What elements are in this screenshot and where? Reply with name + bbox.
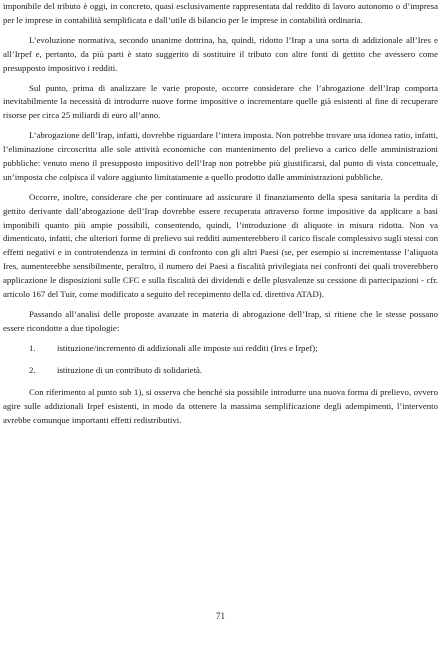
body-text xyxy=(3,0,438,434)
list-item-text: istituzione/incremento di addizionali alle imposte sui redditi (Ires e Irpef); xyxy=(57,342,318,353)
numbered-list xyxy=(3,342,438,378)
paragraph: L’abrogazione dell’Irap, infatti, dovrebbe riguardare l’intera imposta. Non potrebbe trovare una idonea ratio, infatti, l’eliminazione circoscritta alle sole attività economiche con mantenimento del prelievo a carico delle amministrazioni pubbliche: venuto meno il presupposto impositivo dell’Irap non potrebbe più giustificarsi, dal punto di vista concettuale, un’imposta che colpisca il valore aggiunto limitatamente a quello prodotto dalle amministrazioni pubbliche. xyxy=(3,130,438,182)
list-item-text: istituzione di un contributo di solidarietà. xyxy=(57,365,203,376)
list-item-number: 2. xyxy=(29,365,36,376)
list-item xyxy=(3,364,438,378)
paragraph: Con riferimento al punto sub 1), si osserva che benché sia possibile introdurre una nuova forma di prelievo, ovvero agire sulle addizionali Irpef esistenti, in modo da ottenere la massima semplificazione degli adempimenti, l’intervento avrebbe comunque importanti effetti redistributivi. xyxy=(3,387,438,426)
list-item-number: 1. xyxy=(29,342,36,353)
paragraph: Occorre, inoltre, considerare che per continuare ad assicurare il finanziamento della spesa sanitaria la perdita di gettito derivante dall’abrogazione dell’Irap dovrebbe essere recuperata attraverso forme impositive da applicare a basi imponibili quanto più ampie possibili, consentendo, quindi, l’introduzione di aliquote in misura ridotta. Non va dimenticato, infatti, che ulteriori forme di prelievo sui redditi aumenterebbero il carico fiscale complessivo sugli stessi con effetti negativi e in controtendenza in termini di confronto con gli altri Paesi (se, per esempio si incrementasse l’aliquota Ires, aumenterebbe sensibilmente, peraltro, il numero dei Paesi a fiscalità privilegiata nei confronti dei quali troverebbero applicazione le disposizioni sulle CFC e sulla fiscalità dei dividendi e delle plusvalenze su cessione di partecipazioni - cfr. articolo 167 del Tuir, come modificato a seguito del recepimento della cd. direttiva ATAD). xyxy=(3,191,438,299)
paragraph: imponibile del tributo è oggi, in concreto, quasi esclusivamente rappresentata dal reddito di lavoro autonomo o d’impresa per le imprese in contabilità semplificata e dall’utile di bilancio per le imprese in contabilità ordinaria. xyxy=(3,1,438,25)
paragraph: L’evoluzione normativa, secondo unanime dottrina, ha, quindi, ridotto l’Irap a una sorta di addizionale all’Ires e all’Irpef e, pertanto, da più parti è stato suggerito di sostituire il tributo con altre fonti di gettito che avessero come presupposto impositivo i redditi. xyxy=(3,34,438,73)
paragraph: Sul punto, prima di analizzare le varie proposte, occorre considerare che l’abrogazione dell’Irap comporta inevitabilmente la necessità di introdurre nuove forme impositive o incrementare quelle già esistenti al fine di recuperare risorse per circa 25 miliardi di euro all’anno. xyxy=(3,82,438,121)
page-number: 71 xyxy=(216,611,225,621)
paragraph: Passando all’analisi delle proposte avanzate in materia di abrogazione dell’Irap, si ritiene che le stesse possano essere ricondotte a due tipologie: xyxy=(3,308,438,333)
list-item xyxy=(3,342,438,356)
